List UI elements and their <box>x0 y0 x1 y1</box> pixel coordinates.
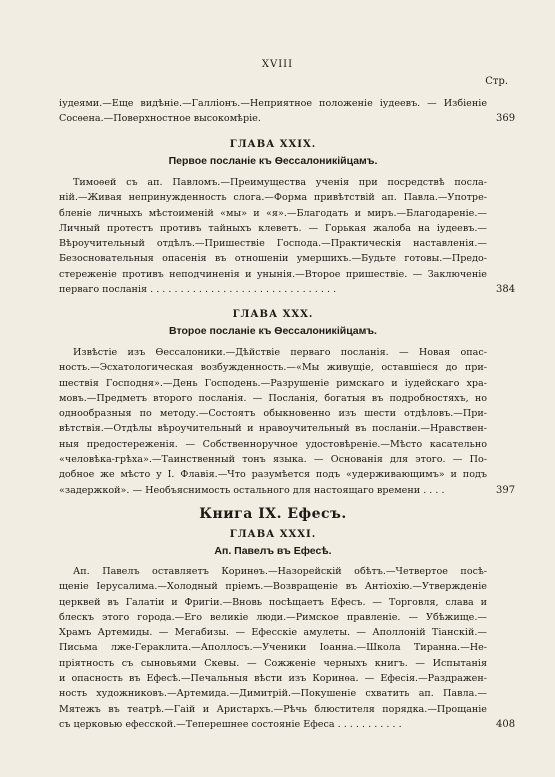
chapter-summary <box>59 175 487 297</box>
chapter-heading: ГЛАВА XXIX. <box>229 139 317 150</box>
chapter-subtitle: Второе посланіе къ Ѳессалоникійцамъ. <box>169 325 377 337</box>
text-line: ность.—Эсхатологическая возбужденность.—«Мы живущіе, оставшіеся до при- <box>59 362 487 374</box>
text-line: «задержкой». — Необъяснимость остального для настоящаго времени . . . . <box>59 484 445 496</box>
text-line: добное же мѣсто у І. Флавія.—Что разумѣется подъ «удерживающимъ» и подъ <box>59 469 487 481</box>
text-line: «человѣка-грѣха».—Таинственный тонъ языка. — Основанія для этого. — По- <box>59 454 487 466</box>
text-line: Письма лже-Гераклита.—Аполлосъ.—Ученики Іоанна.—Школа Тиранна.—Не- <box>59 642 487 654</box>
text-line: Сосѳена.—Поверхностное высокомѣріе. <box>59 113 261 125</box>
text-line: Безосновательныя опасенія въ отношеніи умершихъ.—Будьте готовы.—Предо- <box>59 253 487 265</box>
text-line: бленіе личныхъ мѣстоименій «мы» и «я».—Благодать и миръ.—Благодареніе.— <box>59 207 487 219</box>
chapter-subtitle: Ап. Павелъ въ Ефесѣ. <box>214 545 332 557</box>
text-line: перваго посланія . . . . . . . . . . . . . . . . . . . . . . . . . . . . . . . <box>59 284 337 296</box>
page-reference: 408 <box>496 719 516 730</box>
text-line: ныя предостереженія. — Собственноручное удостовѣреніе.—Мѣсто касательно <box>59 438 487 450</box>
chapter-subtitle: Первое посланіе къ Ѳессалоникійцамъ. <box>168 155 378 167</box>
chapter-summary <box>59 345 487 498</box>
text-line: Тимоѳей съ ап. Павломъ.—Преимущества ученія при посредствѣ посла- <box>73 177 487 188</box>
chapter-heading: ГЛАВА XXXI. <box>229 529 317 540</box>
text-line: съ церковью ефесской.—Теперешнее состояніе Ефеса . . . . . . . . . . . <box>59 718 402 730</box>
page-reference: 369 <box>496 113 516 124</box>
text-line: однообразныя по методу.—Состоятъ обыкновенно изъ шести отдѣловъ.—При- <box>59 408 487 420</box>
page-numeral: XVIII <box>261 59 294 70</box>
text-line: Личный протестъ противъ тайныхъ клеветъ. — Горькая жалоба на іудеевъ.— <box>59 222 487 234</box>
chapter-heading: ГЛАВА XXX. <box>232 309 314 320</box>
text-line: и опасность въ Ефесѣ.—Печальныя вѣсти изъ Коринѳа. — Ефесія.—Раздражен- <box>59 673 487 685</box>
text-line: блескъ этого города.—Его великіе люди.—Римское правленіе. — Убѣжище.— <box>59 611 487 623</box>
continuation-text <box>59 96 487 127</box>
text-line: Ап. Павелъ оставляетъ Коринѳъ.—Назорейскій обѣтъ.—Четвертое посѣ- <box>73 566 487 577</box>
text-line: Извѣстіе изъ Ѳессалоники.—Дѣйствіе перваго посланія. — Новая опас- <box>73 347 487 358</box>
text-line: Вѣроучительный отдѣлъ.—Пришествіе Господа.—Практическія наставленія.— <box>59 238 487 250</box>
text-line: Храмъ Артемиды. — Мегабизы. — Ефесскіе амулеты. — Аполлоній Тіанскій.— <box>59 627 487 639</box>
page-column-label: Стр. <box>485 76 508 87</box>
text-line: іудеями.—Еще видѣніе.—Галліонъ.—Неприятное положеніе іудеевъ. — Избіеніе <box>59 98 487 109</box>
chapter-summary <box>59 564 487 732</box>
text-line: щеніе Іерусалима.—Холодный пріемъ.—Возвращеніе въ Антіохію.—Утвержденіе <box>59 581 487 593</box>
text-line: стереженіе противъ неподчиненія и унынія.—Второе пришествіе. — Заключеніе <box>59 268 487 280</box>
text-line: шествія Господня».—День Господень.—Разрушеніе римскаго и іудейскаго хра- <box>59 377 487 389</box>
text-line: мовъ.—Предметъ второго посланія. — Посланія, богатыя въ подробностяхъ, но <box>59 392 487 404</box>
text-line: вѣтствія.—Отдѣлы вѣроучительный и нравоучительный въ посланіи.—Нравствен- <box>59 423 487 435</box>
page-reference: 397 <box>496 485 516 496</box>
page-reference: 384 <box>496 284 516 295</box>
book-title: Книга IX. Ефесъ. <box>199 506 347 522</box>
text-line: ность художниковъ.—Артемида.—Димитрій.—Покушеніе схватить ап. Павла.— <box>59 688 487 700</box>
text-line: ній.—Живая непринужденность слога.—Форма привѣтствій ап. Павла.—Употре- <box>59 192 487 204</box>
text-line: пріятность съ сыновьями Скевы. — Сожженіе черныхъ книгъ. — Испытанія <box>59 657 487 669</box>
text-line: церквей въ Галатіи и Фригіи.—Вновь посѣщаетъ Ефесъ. — Торговля, слава и <box>59 596 487 608</box>
text-line: Мятежъ въ театрѣ.—Гаій и Аристархъ.—Рѣчь блюстителя порядка.—Прощаніе <box>59 703 487 715</box>
